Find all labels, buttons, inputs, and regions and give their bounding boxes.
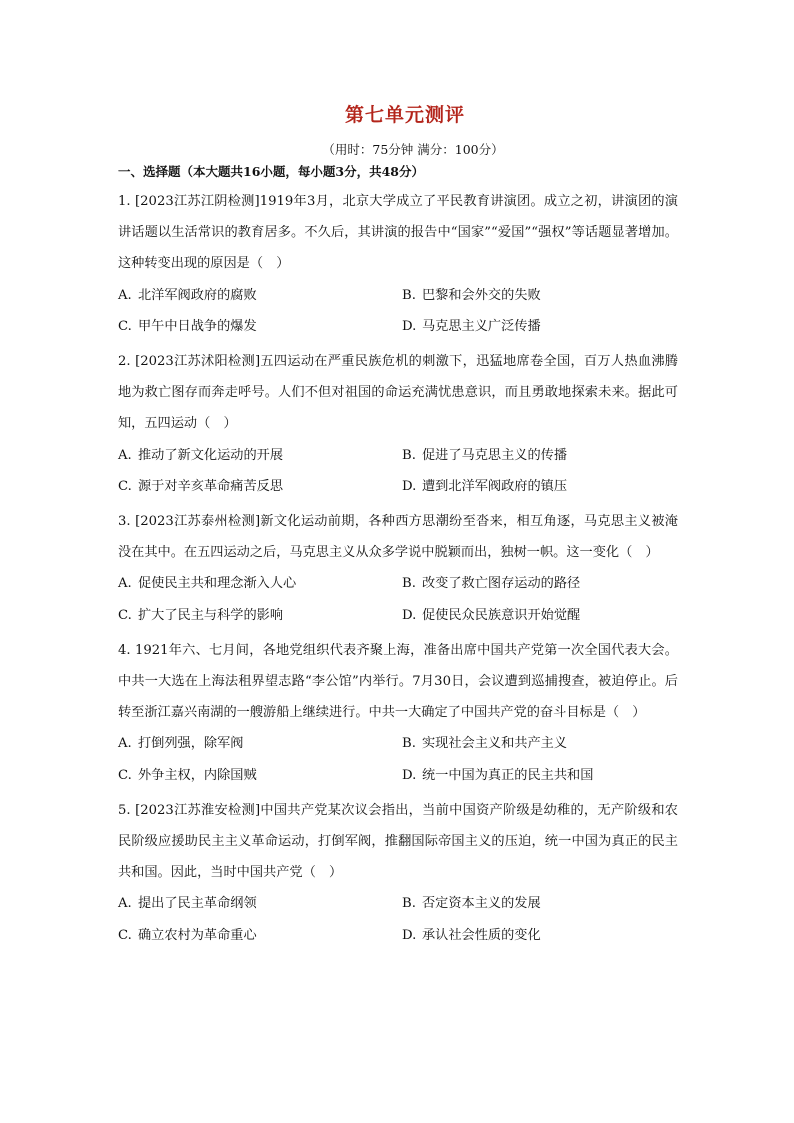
option-list xyxy=(118,280,678,342)
option-c: C. 扩大了民主与科学的影响 xyxy=(118,607,284,623)
option-d: D. 马克思主义广泛传播 xyxy=(402,318,541,334)
option-c: C. 源于对辛亥革命痛苦反思 xyxy=(118,478,284,494)
section-heading: 一、选择题（本大题共16小题，每小题3分，共48分） xyxy=(118,164,424,179)
option-c: C. 甲午中日战争的爆发 xyxy=(118,318,257,334)
option-d: D. 促使民众民族意识开始觉醒 xyxy=(402,607,581,623)
option-list xyxy=(118,728,678,790)
question-stem: 4. 1921年六、七月间，各地党组织代表齐聚上海，准备出席中国共产党第一次全国代表大会。中共一大选在上海法租界望志路“李公馆”内举行。7月30日，会议遭到巡捕搜查，被迫停止。后转至浙江嘉兴南湖的一艘游船上继续进行。中共一大确定了中国共产党的奋斗目标是（ ） xyxy=(118,642,678,721)
question-3 xyxy=(118,506,678,631)
option-c: C. 外争主权，内除国贼 xyxy=(118,767,257,783)
option-c: C. 确立农村为革命重心 xyxy=(118,927,257,943)
question-4 xyxy=(118,635,678,791)
option-a: A. 北洋军阀政府的腐败 xyxy=(118,287,257,303)
option-b: B. 实现社会主义和共产主义 xyxy=(402,736,568,752)
option-a: A. 促使民主共和理念渐入人心 xyxy=(118,576,297,592)
option-a: A. 打倒列强，除军阀 xyxy=(118,736,244,752)
option-list xyxy=(118,888,678,950)
question-stem: 5. [2023江苏淮安检测]中国共产党某次议会指出，当前中国资产阶级是幼稚的，无产阶级和农民阶级应援助民主主义革命运动，打倒军阀，推翻国际帝国主义的压迫，统一中国为真正的民主共和国。因此，当时中国共产党（ ） xyxy=(118,802,678,881)
question-stem: 1. [2023江苏江阴检测]1919年3月，北京大学成立了平民教育讲演团。成立之初，讲演团的演讲话题以生活常识的教育居多。不久后，其讲演的报告中“国家”“爱国”“强权”等话题显著增加。这种转变出现的原因是（ ） xyxy=(118,194,678,272)
option-d: D. 遭到北洋军阀政府的镇压 xyxy=(402,478,568,494)
page-title: 第七单元测评 xyxy=(344,104,465,126)
question-stem: 2. [2023江苏沭阳检测]五四运动在严重民族危机的刺激下，迅猛地席卷全国，百万人热血沸腾地为救亡图存而奔走呼号。人们不但对祖国的命运充满忧患意识，而且勇敢地探索未来。据此可知，五四运动（ ） xyxy=(118,354,678,432)
exam-meta: （用时：75分钟 满分：100分） xyxy=(322,142,504,157)
option-list xyxy=(118,568,678,630)
option-list xyxy=(118,440,678,502)
option-d: D. 统一中国为真正的民主共和国 xyxy=(402,767,594,783)
option-b: B. 否定资本主义的发展 xyxy=(402,896,541,912)
option-b: B. 巴黎和会外交的失败 xyxy=(402,287,541,303)
option-a: A. 推动了新文化运动的开展 xyxy=(118,447,284,463)
option-b: B. 改变了救亡图存运动的路径 xyxy=(402,576,581,592)
question-5 xyxy=(118,795,678,951)
question-1 xyxy=(118,186,678,342)
question-stem: 3. [2023江苏泰州检测]新文化运动前期，各种西方思潮纷至沓来，相互角逐，马克思主义被淹没在其中。在五四运动之后，马克思主义从众多学说中脱颖而出，独树一帜。这一变化（ ） xyxy=(118,514,678,561)
option-a: A. 提出了民主革命纲领 xyxy=(118,896,257,912)
option-b: B. 促进了马克思主义的传播 xyxy=(402,447,568,463)
option-d: D. 承认社会性质的变化 xyxy=(402,927,541,943)
question-2 xyxy=(118,346,678,502)
exam-page xyxy=(118,98,678,951)
